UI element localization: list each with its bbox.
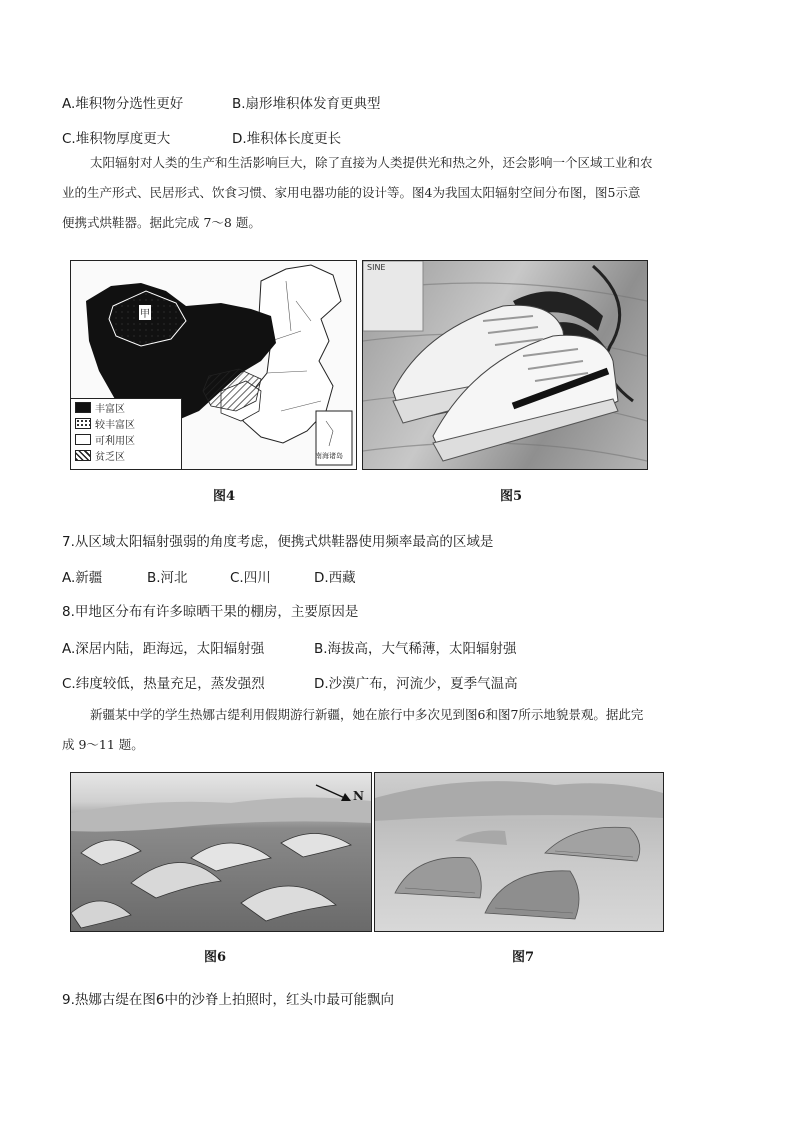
intro-paragraph-2 [62,700,742,760]
mound-1 [395,857,481,898]
box-label: SINE [367,263,386,272]
north-arrow-label: N [353,789,364,803]
q7-option-b: B.河北 [147,570,188,586]
figure-7-photo [374,772,664,932]
mound-2 [485,871,579,919]
q6-option-b: B.扇形堆积体发育更典型 [232,96,381,112]
region-label-jia: 甲 [139,305,151,320]
mound-3 [545,827,640,861]
legend-item-poor: 贫乏区 [71,447,181,463]
figure-5-caption: 图5 [500,489,523,504]
intro1-line1: 太阳辐射对人类的生产和生活影响巨大，除了直接为人类提供光和热之外，还会影响一个区域工业和农 [90,155,653,170]
swatch-usable [75,434,91,445]
inset-label: 南海诸岛 [315,452,343,460]
swatch-rich [75,402,91,413]
q6-option-d: D.堆积体长度更长 [232,131,342,147]
swatch-poor [75,450,91,461]
map-legend [71,398,182,469]
figure-4-map [70,260,357,470]
legend-item-usable: 可利用区 [71,431,181,447]
q7-option-d: D.西藏 [314,570,356,586]
q9-stem: 9.热娜古缇在图6中的沙脊上拍照时，红头巾最可能飘向 [62,992,394,1008]
shoes-photo-svg [363,261,647,469]
q8-stem: 8.甲地区分布有许多晾晒干果的棚房，主要原因是 [62,604,359,620]
q8-option-a: A.深居内陆，距海远，太阳辐射强 [62,641,265,657]
figure-4-caption: 图4 [213,489,236,504]
q8-option-d: D.沙漠广布，河流少，夏季气温高 [314,676,518,692]
q7-option-a: A.新疆 [62,570,103,586]
intro2-line2: 成 9～11 题。 [62,737,144,752]
legend-item-rich: 丰富区 [71,399,181,415]
intro1-line2: 业的生产形式、民居形式、饮食习惯、家用电器功能的设计等。图4为我国太阳辐射空间分布图，图5示意 [62,185,641,200]
q6-option-a: A.堆积物分选性更好 [62,96,184,112]
q8-option-c: C.纬度较低，热量充足，蒸发强烈 [62,676,265,692]
intro-paragraph-1 [62,148,742,238]
q7-stem: 7.从区域太阳辐射强弱的角度考虑，便携式烘鞋器使用频率最高的区域是 [62,534,494,550]
q8-option-b: B.海拔高，大气稀薄，太阳辐射强 [314,641,517,657]
swatch-relatively-rich [75,418,91,429]
figure-6-photo [70,772,372,932]
dunes-photo-svg [71,773,371,931]
q7-option-c: C.四川 [230,570,271,586]
barchan-dune [81,840,141,865]
intro1-line3: 便携式烘鞋器。据此完成 7～8 题。 [62,215,261,230]
q6-option-c: C.堆积物厚度更大 [62,131,171,147]
landform-photo-svg [375,773,663,931]
figure-7-caption: 图7 [512,950,535,965]
intro2-line1: 新疆某中学的学生热娜古缇利用假期游行新疆，她在旅行中多次见到图6和图7所示地貌景观。据此完 [90,707,644,722]
figure-6-caption: 图6 [204,950,227,965]
legend-item-relatively-rich: 较丰富区 [71,415,181,431]
figure-5-photo [362,260,648,470]
